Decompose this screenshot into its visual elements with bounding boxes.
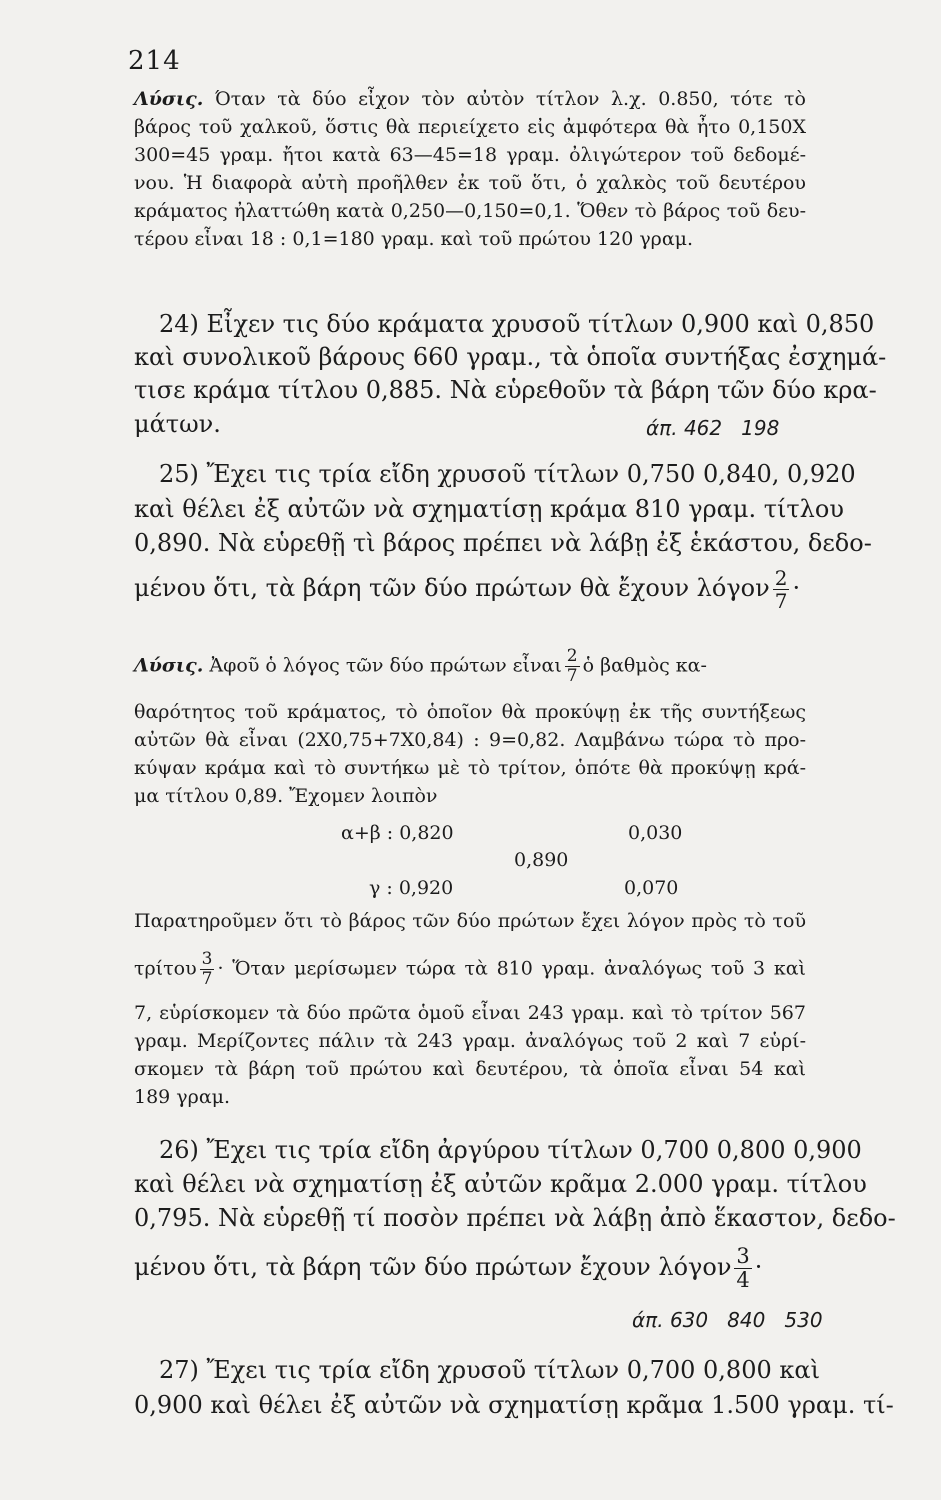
fraction-3-4: $\frac{3}{4}$ bbox=[736, 1244, 750, 1292]
problem-24-line: μάτων. bbox=[134, 410, 221, 438]
page-number: 214 bbox=[128, 46, 181, 76]
text-line: μα τίτλου 0,89. Ἔχομεν λοιπὸν bbox=[134, 785, 438, 807]
fraction-2-7: $\frac{2}{7}$ bbox=[774, 566, 788, 613]
text-line: Λύσις. Όταν τὰ δύο εἶχον τὸν αὐτὸν τίτλον λ.χ. 0.850, τότε τὸ bbox=[134, 88, 806, 110]
problem-24-line: καὶ συνολικοῦ βάρους 660 γραμ., τὰ ὁποῖα συντήξας ἐσχημά- bbox=[134, 343, 887, 371]
text-line: κράματος ἠλαττώθη κατὰ 0,250—0,150=0,1. Ὅθεν τὸ βάρος τοῦ δευ- bbox=[134, 200, 806, 222]
problem-25-line: 25) Ἔχει τις τρία εἴδη χρυσοῦ τίτλων 0,750 0,840, 0,920 bbox=[159, 460, 856, 488]
calc-row2-left: γ : 0,920 bbox=[369, 877, 454, 899]
problem-27-line: 27) Ἔχει τις τρία εἴδη χρυσοῦ τίτλων 0,700 0,800 καὶ bbox=[159, 1356, 820, 1384]
problem-26-line: 0,795. Νὰ εὑρεθῇ τί ποσὸν πρέπει νὰ λάβῃ ἀπὸ ἕκαστον, δεδο- bbox=[134, 1204, 896, 1232]
calc-row1-left: α+β : 0,820 bbox=[341, 822, 454, 844]
calc-row1-right: 0,030 bbox=[628, 822, 683, 844]
text-line: Λύσις. Ἀφοῦ ὁ λόγος τῶν δύο πρώτων εἶναι $\frac{2}{7}$ ὁ βαθμὸς κα- bbox=[134, 646, 707, 686]
text-line: τέρου εἶναι 18 : 0,1=180 γραμ. καὶ τοῦ πρώτου 120 γραμ. bbox=[134, 228, 694, 250]
problem-24-line: 24) Εἶχεν τις δύο κράματα χρυσοῦ τίτλων 0,900 καὶ 0,850 bbox=[159, 310, 875, 338]
text-line: 189 γραμ. bbox=[134, 1086, 231, 1108]
text-line: 300=45 γραμ. ἤτοι κατὰ 63—45=18 γραμ. ὀλιγώτερον τοῦ δεδομέ- bbox=[134, 144, 806, 166]
text-line: κύψαν κράμα καὶ τὸ συντήκω μὲ τὸ τρίτον, ὁπότε θὰ προκύψῃ κρά- bbox=[134, 757, 806, 779]
fraction-3-7: $\frac{3}{7}$ bbox=[201, 949, 213, 989]
solution-label: Λύσις. bbox=[134, 88, 204, 110]
calc-mid: 0,890 bbox=[514, 849, 569, 871]
answer-24: άπ. 462 198 bbox=[646, 416, 780, 440]
fraction-2-7-small: $\frac{2}{7}$ bbox=[566, 646, 578, 686]
problem-26-line: καὶ θέλει νὰ σχηματίσῃ ἐξ αὐτῶν κρᾶμα 2.000 γραμ. τίτλου bbox=[134, 1170, 867, 1198]
problem-25-line: μένου ὅτι, τὰ βάρη τῶν δύο πρώτων θὰ ἔχουν λόγον $\frac{2}{7}$ · bbox=[134, 566, 801, 613]
solution-label: Λύσις. bbox=[134, 654, 204, 677]
problem-25-line: 0,890. Νὰ εὑρεθῇ τὶ βάρος πρέπει νὰ λάβῃ ἐξ ἑκάστου, δεδο- bbox=[134, 529, 872, 557]
calc-row2-right: 0,070 bbox=[624, 877, 679, 899]
text-line: Παρατηροῦμεν ὅτι τὸ βάρος τῶν δύο πρώτων ἔχει λόγον πρὸς τὸ τοῦ bbox=[134, 910, 806, 932]
problem-26-line: 26) Ἔχει τις τρία εἴδη ἀργύρου τίτλων 0,700 0,800 0,900 bbox=[159, 1136, 862, 1164]
text-line: βάρος τοῦ χαλκοῦ, ὅστις θὰ περιείχετο εἰς ἀμφότερα θὰ ἦτο 0,150X bbox=[134, 116, 806, 138]
problem-26-line: μένου ὅτι, τὰ βάρη τῶν δύο πρώτων ἔχουν λόγον $\frac{3}{4}$ · bbox=[134, 1244, 763, 1292]
problem-25-line: καὶ θέλει ἐξ αὐτῶν νὰ σχηματίσῃ κράμα 810 γραμ. τίτλου bbox=[134, 495, 844, 523]
text-line: αὐτῶν θὰ εἶναι (2X0,75+7X0,84) : 9=0,82. Λαμβάνω τώρα τὸ προ- bbox=[134, 729, 806, 751]
text-line: γραμ. Μερίζοντες πάλιν τὰ 243 γραμ. ἀναλόγως τοῦ 2 καὶ 7 εὑρί- bbox=[134, 1030, 806, 1052]
problem-27-line: 0,900 καὶ θέλει ἐξ αὐτῶν νὰ σχηματίσῃ κρᾶμα 1.500 γραμ. τί- bbox=[134, 1391, 894, 1419]
problem-24-line: τισε κράμα τίτλου 0,885. Νὰ εὑρεθοῦν τὰ βάρη τῶν δύο κρα- bbox=[134, 376, 877, 404]
text-line: σκομεν τὰ βάρη τοῦ πρώτου καὶ δευτέρου, τὰ ὁποῖα εἶναι 54 καὶ bbox=[134, 1058, 806, 1080]
text-line: νου. Ἡ διαφορὰ αὐτὴ προῆλθεν ἐκ τοῦ ὅτι, ὁ χαλκὸς τοῦ δευτέρου bbox=[134, 172, 806, 194]
answer-26: άπ. 630 840 530 bbox=[632, 1308, 823, 1332]
text-line: τρίτου $\frac{3}{7}$ · Ὅταν μερίσωμεν τώρα τὰ 810 γραμ. ἀναλόγως τοῦ 3 καὶ bbox=[134, 949, 806, 989]
text-line: θαρότητος τοῦ κράματος, τὸ ὁποῖον θὰ προκύψῃ ἐκ τῆς συντήξεως bbox=[134, 701, 806, 723]
text-line: 7, εὑρίσκομεν τὰ δύο πρῶτα ὁμοῦ εἶναι 243 γραμ. καὶ τὸ τρίτον 567 bbox=[134, 1002, 806, 1024]
